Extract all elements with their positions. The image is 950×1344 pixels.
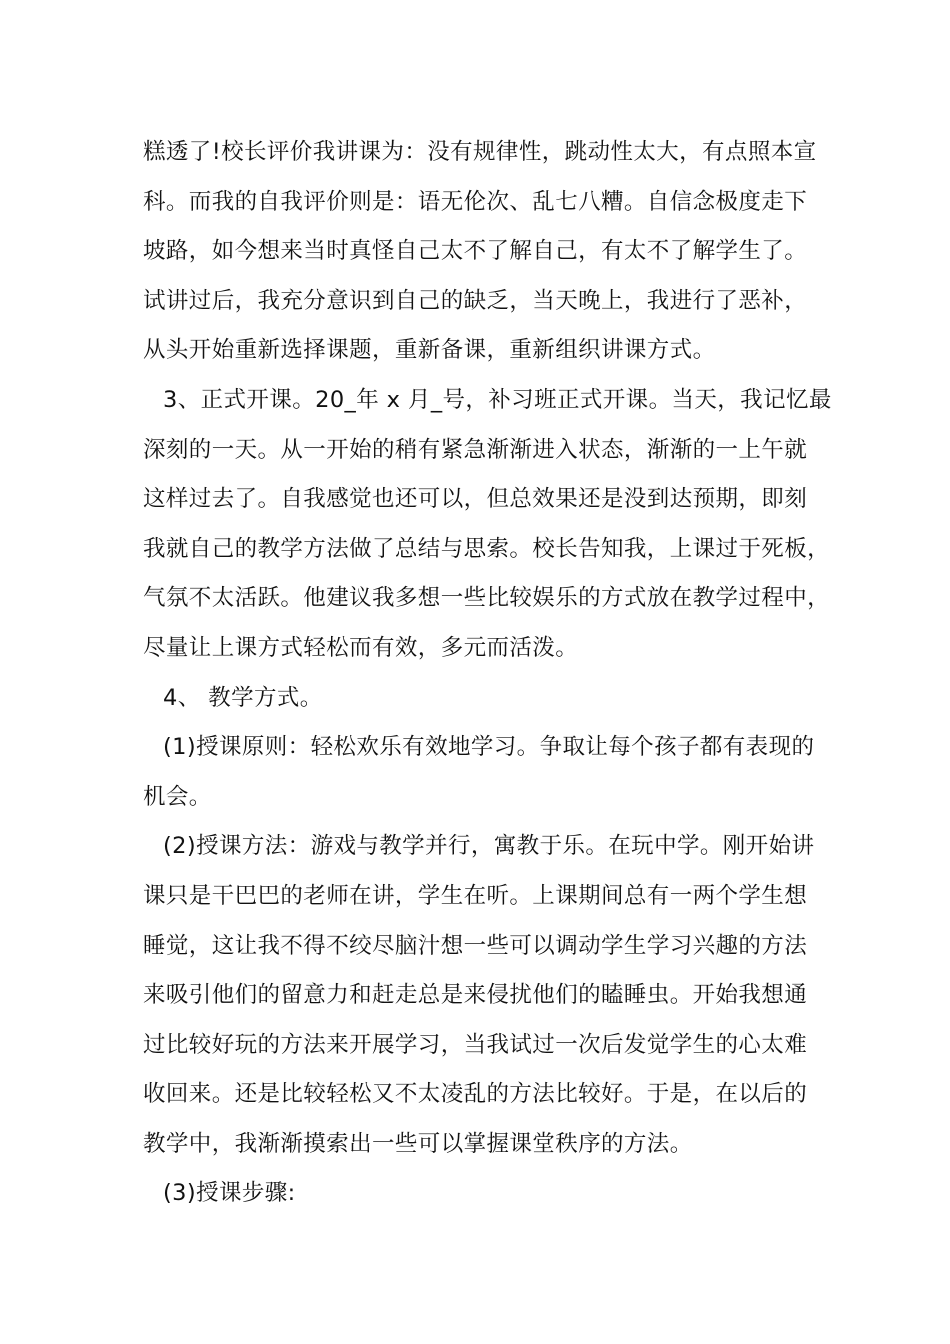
text-line: 课只是干巴巴的老师在讲，学生在听。上课期间总有一两个学生想 [143,882,808,909]
list-item-line: (2)授课方法：游戏与教学并行，寓教于乐。在玩中学。刚开始讲 [163,833,815,860]
text-line: 科。而我的自我评价则是：语无伦次、乱七八糟。自信念极度走下 [143,188,808,215]
text-line: 坡路，如今想来当时真怪自己太不了解自己，有太不了解学生了。 [143,238,808,265]
text-line: 收回来。还是比较轻松又不太凌乱的方法比较好。于是，在以后的 [143,1081,808,1108]
list-item-line: (3)授课步骤: [163,1180,296,1207]
text-line: 机会。 [143,783,212,810]
text-line: 气氛不太活跃。他建议我多想一些比较娱乐的方式放在教学过程中， [143,585,831,612]
text-line: 从头开始重新选择课题，重新备课，重新组织讲课方式。 [143,337,716,364]
text-line: 这样过去了。自我感觉也还可以，但总效果还是没到达预期，即刻 [143,486,808,513]
text-line: 过比较好玩的方法来开展学习，当我试过一次后发觉学生的心太难 [143,1031,808,1058]
section-heading-line: 3、正式开课。20_年 x 月_号，补习班正式开课。当天，我记忆最 [163,386,832,413]
text-line: 来吸引他们的留意力和赶走总是来侵扰他们的瞌睡虫。开始我想通 [143,982,808,1009]
text-line: 睡觉，这让我不得不绞尽脑汁想一些可以调动学生学习兴趣的方法 [143,932,808,959]
text-line: 教学中，我渐渐摸索出一些可以掌握课堂秩序的方法。 [143,1130,693,1157]
text-line: 我就自己的教学方法做了总结与思索。校长告知我，上课过于死板， [143,535,831,562]
text-line: 试讲过后，我充分意识到自己的缺乏，当天晚上，我进行了恶补， [143,287,808,314]
list-item-line: (1)授课原则：轻松欢乐有效地学习。争取让每个孩子都有表现的 [163,734,815,761]
text-line: 尽量让上课方式轻松而有效，多元而活泼。 [143,634,579,661]
text-line: 深刻的一天。从一开始的稍有紧急渐渐进入状态，渐渐的一上午就 [143,436,808,463]
document-body [143,128,832,1219]
text-line: 糕透了!校长评价我讲课为：没有规律性，跳动性太大，有点照本宣 [143,139,817,165]
section-heading-line: 4、 教学方式。 [163,684,323,711]
